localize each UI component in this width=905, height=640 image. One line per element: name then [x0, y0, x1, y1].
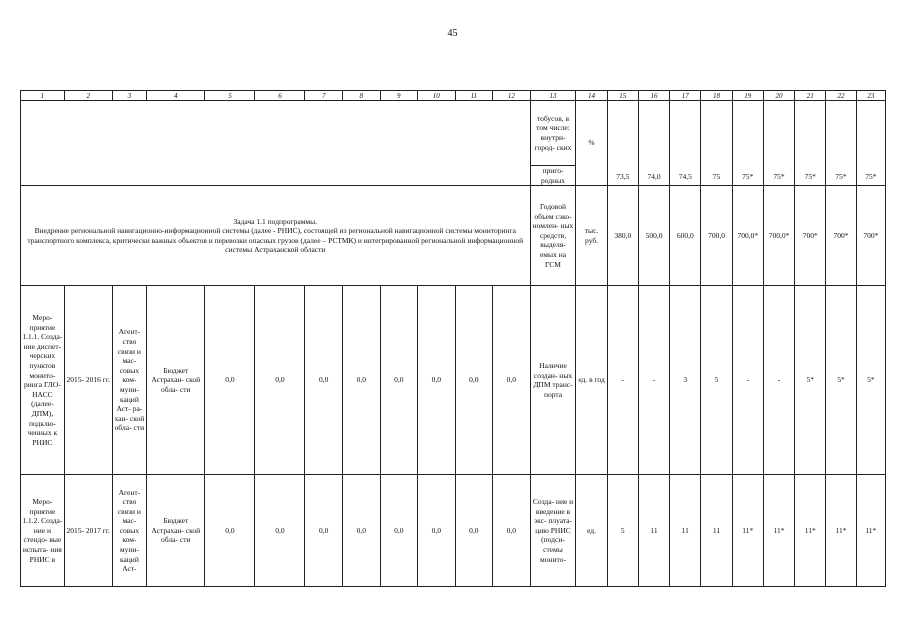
- value-cell: 75*: [763, 101, 794, 186]
- value-cell: 600,0: [670, 186, 701, 286]
- period-cell: 2015- 2017 гг.: [64, 475, 112, 587]
- value-cell: 75: [701, 101, 732, 186]
- value-cell: 11*: [826, 475, 856, 587]
- value-cell: 75*: [732, 101, 763, 186]
- column-number: 7: [305, 91, 343, 101]
- value-cell: 380,0: [607, 186, 638, 286]
- indicator-cell: Годовой объем сэко- номлен- ных средств, выделя- емых на ГСМ: [530, 186, 576, 286]
- column-number: 16: [638, 91, 669, 101]
- value-cell: -: [763, 286, 794, 475]
- measure-row: [21, 475, 886, 587]
- finance-cell: 0,0: [455, 286, 493, 475]
- column-number: 15: [607, 91, 638, 101]
- value-cell: -: [638, 286, 669, 475]
- indicator-cell: приго- родных: [530, 166, 576, 186]
- value-cell: 5: [607, 475, 638, 587]
- finance-cell: 0,0: [455, 475, 493, 587]
- unit-cell: ед. в год: [576, 286, 607, 475]
- finance-cell: 0,0: [205, 475, 255, 587]
- task-description: [21, 186, 531, 286]
- finance-cell: 0,0: [418, 286, 456, 475]
- finance-cell: 0,0: [305, 286, 343, 475]
- column-number: 21: [795, 91, 826, 101]
- value-cell: 700,0: [701, 186, 732, 286]
- source-cell: Бюджет Астрахан- ской обла- сти: [147, 475, 205, 587]
- program-table: [20, 90, 886, 587]
- value-cell: -: [607, 286, 638, 475]
- finance-cell: 0,0: [255, 475, 305, 587]
- measure-name: Меро- приятие 1.1.1. Созда- ние диспет- черских пунктов монито- ринга ГЛО- НАСС (далее- ДПМ), подклю- ченных к РНИС: [21, 286, 65, 475]
- column-number: 17: [670, 91, 701, 101]
- value-cell: 5: [701, 286, 732, 475]
- finance-cell: 0,0: [255, 286, 305, 475]
- column-number: 5: [205, 91, 255, 101]
- column-number: 10: [418, 91, 456, 101]
- finance-cell: 0,0: [418, 475, 456, 587]
- column-number: 18: [701, 91, 732, 101]
- column-number: 6: [255, 91, 305, 101]
- value-cell: 11*: [795, 475, 826, 587]
- column-number: 20: [763, 91, 794, 101]
- column-number: 11: [455, 91, 493, 101]
- unit-cell: тыс. руб.: [576, 186, 607, 286]
- empty-cell: [21, 101, 531, 186]
- value-cell: 700*: [856, 186, 885, 286]
- finance-cell: 0,0: [493, 286, 531, 475]
- value-cell: 75*: [826, 101, 856, 186]
- table-row: [21, 101, 886, 166]
- column-number: 14: [576, 91, 607, 101]
- column-number: 3: [112, 91, 146, 101]
- executor-cell: Агент- ство связи и мас- совых ком- муни- каций Аст-: [112, 475, 146, 587]
- finance-cell: 0,0: [380, 475, 418, 587]
- unit-cell: %: [576, 101, 607, 186]
- column-number: 2: [64, 91, 112, 101]
- value-cell: 5*: [795, 286, 826, 475]
- finance-cell: 0,0: [380, 286, 418, 475]
- value-cell: -: [732, 286, 763, 475]
- value-cell: 500,0: [638, 186, 669, 286]
- value-cell: 5*: [856, 286, 885, 475]
- column-number: 1: [21, 91, 65, 101]
- column-number: 12: [493, 91, 531, 101]
- value-cell: 11: [670, 475, 701, 587]
- column-number: 8: [343, 91, 381, 101]
- column-number: 23: [856, 91, 885, 101]
- value-cell: 3: [670, 286, 701, 475]
- value-cell: 11*: [856, 475, 885, 587]
- value-cell: 700,0*: [763, 186, 794, 286]
- task-row: [21, 186, 886, 286]
- finance-cell: 0,0: [305, 475, 343, 587]
- task-text: Внедрение региональной навигационно-информационной системы (далее - РНИС), состоящей из региональной навигационной системы мониторинга транспортного комплекса, критически важных объектов и перевозки опасных грузов (далее – РСТМК) и интегрированной региональной информационной системы Астраханской области: [27, 226, 524, 255]
- column-number: 4: [147, 91, 205, 101]
- value-cell: 11: [638, 475, 669, 587]
- finance-cell: 0,0: [343, 286, 381, 475]
- task-title: Задача 1.1 подпрограммы.: [233, 216, 318, 226]
- finance-cell: 0,0: [343, 475, 381, 587]
- value-cell: 700*: [795, 186, 826, 286]
- period-cell: 2015- 2016 гг.: [64, 286, 112, 475]
- page-number: 45: [447, 28, 458, 39]
- executor-cell: Агент- ство связи и мас- совых ком- муни- каций Аст- ра- хан- ской обла- сти: [112, 286, 146, 475]
- value-cell: 11*: [732, 475, 763, 587]
- measure-row: [21, 286, 886, 475]
- value-cell: 73,5: [607, 101, 638, 186]
- indicator-cell: Наличие создан- ных ДПМ транс- порта: [530, 286, 576, 475]
- unit-cell: ед.: [576, 475, 607, 587]
- value-cell: 74,5: [670, 101, 701, 186]
- indicator-cell: Созда- ние и введение в экс- плуата- цию РНИС (подси- стемы монито-: [530, 475, 576, 587]
- value-cell: 700*: [826, 186, 856, 286]
- finance-cell: 0,0: [205, 286, 255, 475]
- value-cell: 75*: [795, 101, 826, 186]
- value-cell: 75*: [856, 101, 885, 186]
- finance-cell: 0,0: [493, 475, 531, 587]
- column-number: 13: [530, 91, 576, 101]
- measure-name: Меро- приятие 1.1.2. Созда- ние и стендо- вые испыта- ния РНИС в: [21, 475, 65, 587]
- column-number: 9: [380, 91, 418, 101]
- indicator-cell: тобусов, в том числе: внутри- город- ских: [530, 101, 576, 166]
- value-cell: 700,0*: [732, 186, 763, 286]
- column-number: 22: [826, 91, 856, 101]
- value-cell: 11*: [763, 475, 794, 587]
- column-number-row: [21, 91, 886, 101]
- value-cell: 5*: [826, 286, 856, 475]
- value-cell: 11: [701, 475, 732, 587]
- value-cell: 74,0: [638, 101, 669, 186]
- source-cell: Бюджет Астрахан- ской обла- сти: [147, 286, 205, 475]
- column-number: 19: [732, 91, 763, 101]
